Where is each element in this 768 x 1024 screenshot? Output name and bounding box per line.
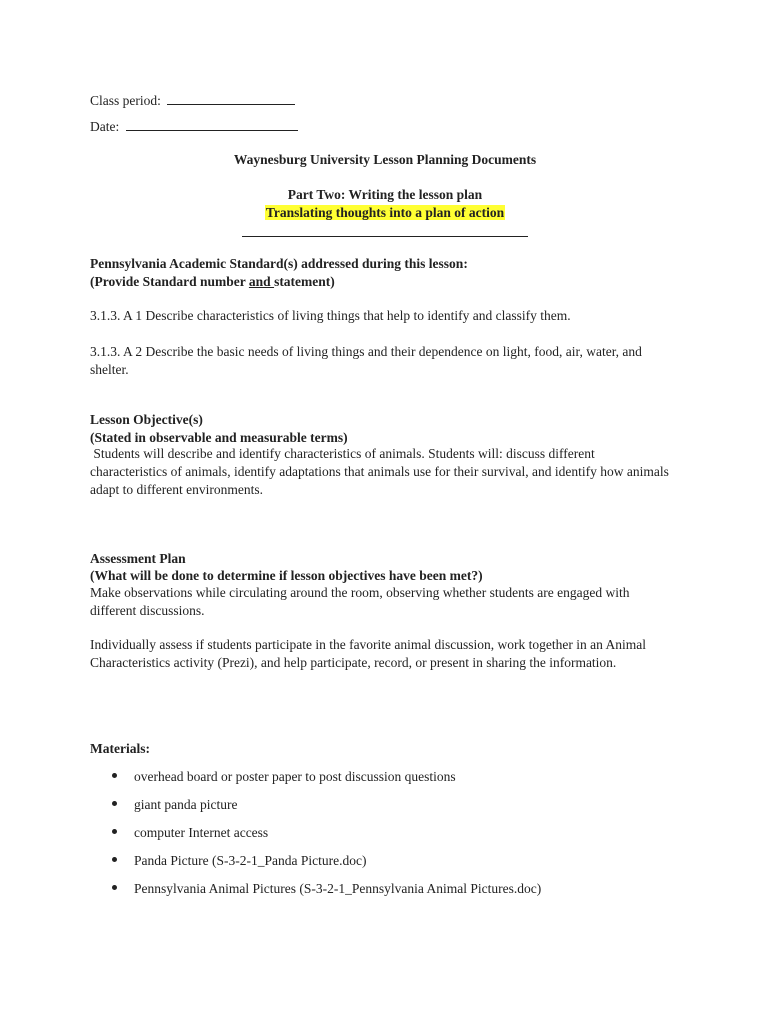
standard-item: 3.1.3. A 1 Describe characteristics of living things that help to identify and classify them.	[90, 308, 571, 323]
material-label: computer Internet access	[134, 825, 269, 840]
bullet-icon	[112, 885, 117, 890]
list-item	[112, 824, 268, 842]
date-blank	[126, 117, 298, 131]
date-field	[90, 117, 298, 136]
bullet-icon	[112, 829, 117, 834]
bullet-icon	[112, 801, 117, 806]
title-divider	[242, 236, 528, 237]
highlight-subtitle-row	[90, 204, 680, 222]
assessment-subheading: (What will be done to determine if lesson objectives have been met?)	[90, 568, 483, 583]
bullet-icon	[112, 773, 117, 778]
list-item	[112, 796, 237, 814]
objectives-heading: Lesson Objective(s)	[90, 412, 203, 427]
standard-item: 3.1.3. A 2 Describe the basic needs of living things and their dependence on light, food, air, water, and shelter.	[90, 344, 642, 377]
document-title: Waynesburg University Lesson Planning Documents	[233, 152, 537, 167]
materials-heading: Materials:	[90, 741, 150, 756]
class-period-label: Class period:	[90, 93, 161, 108]
list-item	[112, 880, 541, 898]
assessment-heading: Assessment Plan	[90, 551, 186, 566]
class-period-field	[90, 91, 295, 110]
date-label: Date:	[90, 119, 120, 134]
assessment-paragraph: Individually assess if students participate in the favorite animal discussion, work together in an Animal Characteristics activity (Prezi), and help participate, record, or present in sharing the information.	[90, 637, 647, 670]
assessment-paragraph: Make observations while circulating around the room, observing whether students are engaged with different discussions.	[90, 585, 630, 618]
part-title: Part Two: Writing the lesson plan	[287, 187, 483, 202]
material-label: Pennsylvania Animal Pictures (S-3-2-1_Pennsylvania Animal Pictures.doc)	[134, 881, 542, 896]
bullet-icon	[112, 857, 117, 862]
standards-subheading-pre: (Provide Standard number	[90, 274, 249, 289]
standards-subheading-underlined: and	[248, 274, 275, 289]
objectives-subheading: (Stated in observable and measurable terms)	[90, 430, 348, 445]
standards-subheading	[90, 273, 335, 291]
material-label: Panda Picture (S-3-2-1_Panda Picture.doc)	[134, 853, 367, 868]
list-item	[112, 852, 366, 870]
standards-subheading-post: statement)	[274, 274, 335, 289]
material-label: giant panda picture	[134, 797, 238, 812]
list-item	[112, 768, 456, 786]
objectives-body: Students will describe and identify characteristics of animals. Students will: discuss different characteristics of animals, identify adaptations that animals use for their survival, and identify how animals adapt to different environments.	[90, 446, 673, 497]
class-period-blank	[167, 91, 295, 105]
standards-heading: Pennsylvania Academic Standard(s) addressed during this lesson:	[90, 256, 468, 271]
material-label: overhead board or poster paper to post discussion questions	[134, 769, 456, 784]
highlight-subtitle: Translating thoughts into a plan of action	[265, 205, 505, 220]
